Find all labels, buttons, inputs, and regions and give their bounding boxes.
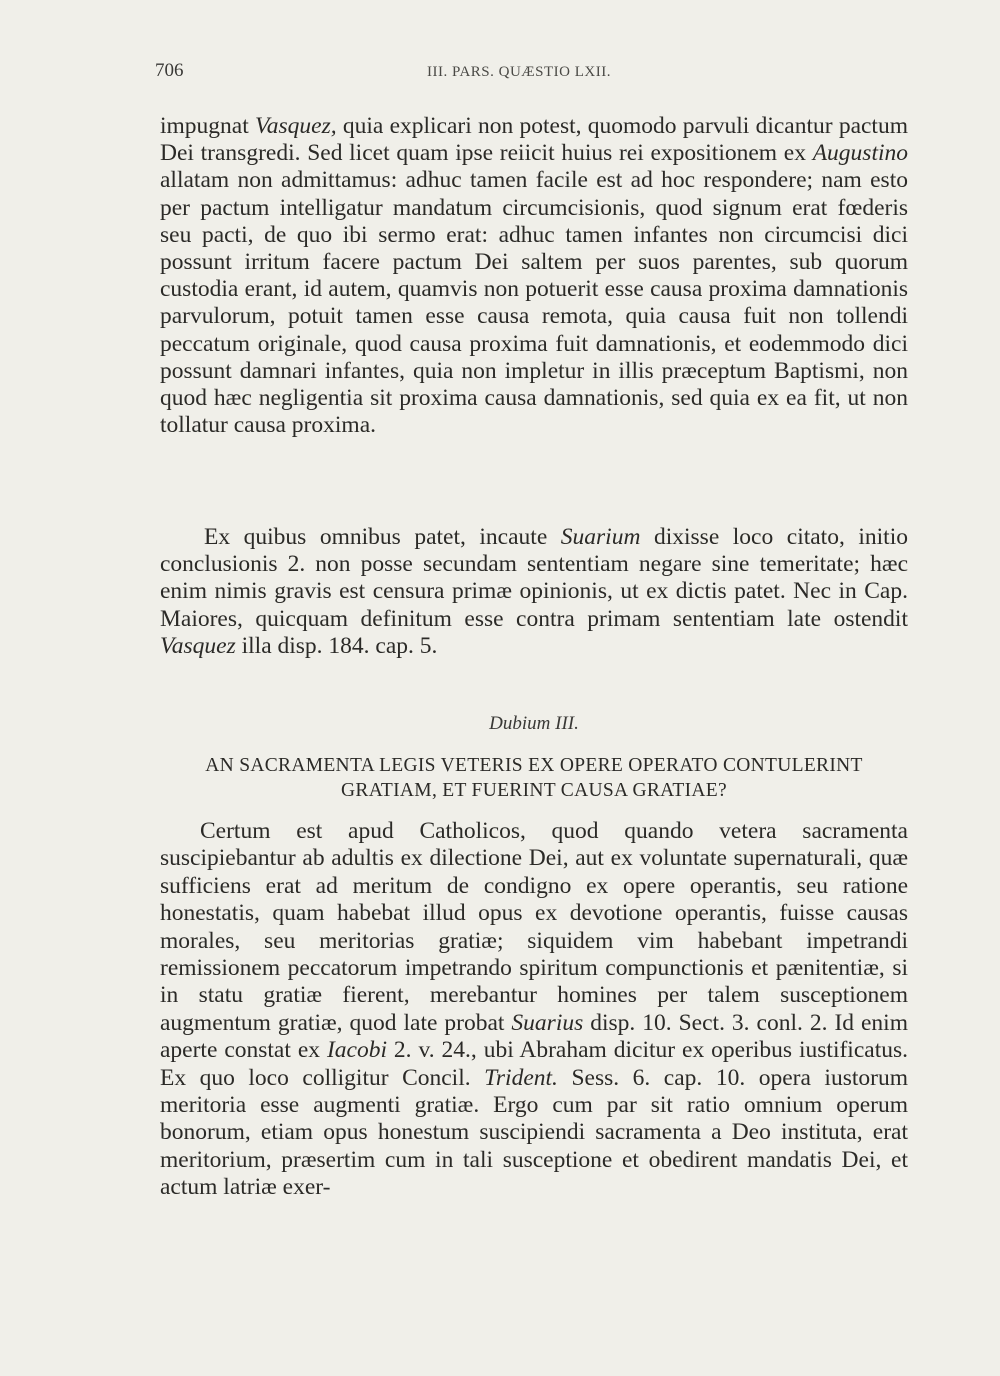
paragraph-2	[160, 524, 908, 660]
text-run: quia explicari non potest, quomodo parvuli dicantur pactum Dei transgredi. Sed licet quam ipse reiicit huius rei expositionem ex	[160, 113, 908, 167]
paragraph-3	[160, 818, 908, 1202]
italic-citation: Vasquez	[160, 632, 236, 659]
running-title: III. PARS. QUÆSTIO LXII.	[427, 64, 611, 80]
running-head	[155, 60, 905, 90]
section-heading-line-1: AN SACRAMENTA LEGIS VETERIS EX OPERE OPERATO CONTULERINT	[205, 755, 863, 776]
text-run: dixisse loco citato, initio conclusionis 2. non posse secundam sententiam negare sine temeritate; hæc enim nimis gravis est censura primæ opinionis, ut ex dictis patet. Nec in Cap. Maiores, quicquam definitum esse contra primam sententiam late ostendit	[160, 524, 908, 632]
text-run: disp. 10. Sect. 3. conl. 2. Id enim aperte constat ex	[160, 1009, 908, 1064]
italic-citation: Augustino	[812, 140, 908, 167]
text-run: Sess. 6. cap. 10. opera iustorum meritoria esse augmenti gratiæ. Ergo cum par sit ratio omnium operum bonorum, etiam opus honestum suscipiendi sacramenta a Deo instituta, erat meritorium, præsertim cum in tali susceptione et obedirent mandatis Dei, et actum latriæ exer-	[160, 1064, 908, 1201]
page-number: 706	[155, 60, 184, 81]
dubium-label: Dubium III.	[489, 713, 579, 734]
paragraph-1	[160, 113, 908, 439]
section-heading-line-2: GRATIAM, ET FUERINT CAUSA GRATIAE?	[341, 780, 727, 801]
italic-citation: Trident.	[484, 1064, 558, 1091]
text-run: impugnat	[160, 113, 256, 139]
italic-citation: Vasquez,	[255, 113, 337, 139]
italic-citation: Suarius	[511, 1009, 584, 1036]
text-run: illa disp. 184. cap. 5.	[235, 632, 438, 659]
italic-citation: Suarium	[560, 524, 641, 550]
text-run: 2. v. 24., ubi Abraham dicitur ex operibus iustificatus. Ex quo loco colligitur Concil.	[160, 1037, 908, 1091]
text-run: Certum est apud Catholicos, quod quando vetera sacramenta suscipiebantur ab adultis ex dilectione Dei, aut ex voluntate supernaturali, quæ sufficiens erat ad meritum de condigno ex opere operantis, seu ratione honestatis, quam habebat illud opus ex devotione operantis, fuisse causas morales, seu meritorias gratiæ; siquidem vim habebant impetrandi remissionem peccatorum impetrando spiritum compunctionis et pænitentiæ, si in statu gratiæ fierent, merebantur homines per talem susceptionem augmentum gratiæ, quod late probat	[160, 818, 908, 1036]
italic-citation: Iacobi	[326, 1037, 387, 1064]
text-run: Ex quibus omnibus patet, incaute	[204, 524, 561, 550]
text-run: allatam non admittamus: adhuc tamen facile est ad hoc respondere; nam esto per pactum intelligatur mandatum circumcisionis, quod signum erat fœderis seu pacti, de quo ibi sermo erat: adhuc tamen infantes non circumcisi dici possunt irritum facere pactum Dei saltem per suos parentes, sub quorum custodia erant, id autem, quamvis non potuerit esse causa proxima damnationis parvulorum, potuit tamen esse causa remota, quia causa fuit non tollendi peccatum originale, quod causa proxima fuit damnationis, et eodemmodo dici possunt damnari infantes, quia non impletur in illis præceptum Baptismi, non quod hæc negligentia sit proxima causa damnationis, sed quia ex ea fit, ut non tollatur causa proxima.	[160, 167, 908, 439]
section-heading	[160, 753, 908, 803]
